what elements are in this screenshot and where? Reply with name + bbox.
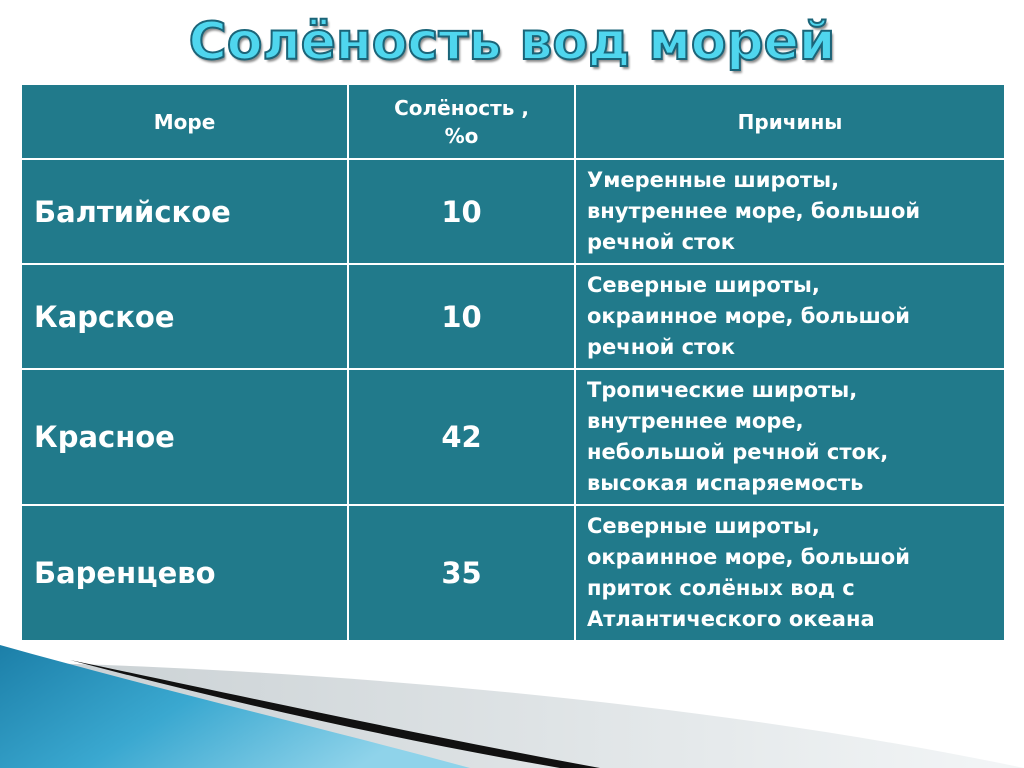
salinity-table: [20, 83, 1006, 642]
table-row: [21, 369, 1005, 505]
header-salinity-label: Солёность , %o: [394, 95, 529, 148]
header-reasons: Причины: [575, 84, 1005, 159]
table-row: [21, 159, 1005, 264]
sea-name: Карское: [21, 264, 348, 369]
slide-title: Солёность вод морей: [188, 12, 836, 72]
salinity-value: 10: [348, 264, 575, 369]
header-salinity: [348, 84, 575, 159]
grey-stripe: [0, 662, 1024, 768]
table-row: [21, 505, 1005, 641]
table-header-row: [21, 84, 1005, 159]
reasons-text: Тропические широты, внутреннее море, небольшой речной сток, высокая испаряемость: [575, 369, 1005, 505]
header-sea: Море: [21, 84, 348, 159]
reasons-text: Северные широты, окраинное море, большой речной сток: [575, 264, 1005, 369]
salinity-value: 10: [348, 159, 575, 264]
sea-name: Баренцево: [21, 505, 348, 641]
salinity-value: 35: [348, 505, 575, 641]
reasons-text: Северные широты, окраинное море, большой приток солёных вод с Атлантического океана: [575, 505, 1005, 641]
blue-stripe: [0, 645, 470, 768]
reasons-text: Умеренные широты, внутреннее море, большой речной сток: [575, 159, 1005, 264]
sea-name: Балтийское: [21, 159, 348, 264]
black-stripe: [70, 660, 600, 768]
sea-name: Красное: [21, 369, 348, 505]
salinity-value: 42: [348, 369, 575, 505]
table-row: [21, 264, 1005, 369]
